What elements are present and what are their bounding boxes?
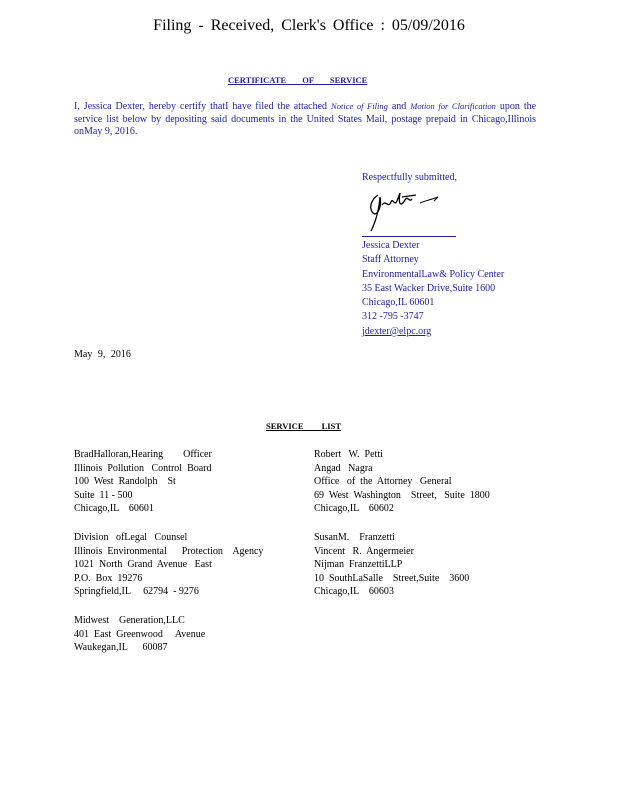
certificate-body	[74, 100, 536, 139]
address-line: BradHalloran,Hearing Officer	[74, 449, 212, 460]
address-line: Suite 11 - 500	[74, 489, 133, 501]
handwritten-signature	[364, 183, 454, 233]
address-line: SusanM. Franzetti	[314, 532, 395, 543]
document-date: May 9, 2016	[74, 349, 131, 360]
signer-city: Chicago,IL 60601	[362, 297, 435, 309]
address-line: Chicago,IL 60601	[74, 503, 154, 515]
address-line: Vincent R. Angermeier	[314, 545, 414, 557]
service-list-title: SERVICE LIST	[266, 421, 341, 431]
address-line: Waukegan,IL 60087	[74, 642, 168, 654]
service-address-nijman-franzetti	[314, 531, 469, 599]
signature-line	[362, 236, 456, 237]
address-line: Nijman FranzettiLLP	[314, 559, 403, 571]
certificate-body-part1: I, Jessica Dexter, hereby certify thatI have filed the attached	[74, 101, 328, 112]
closing-text: Respectfully submitted,	[362, 172, 457, 183]
signer-street: 35 East Wacker Drive,Suite 1600	[362, 282, 496, 294]
service-address-hearing-officer	[74, 448, 212, 516]
address-line: Chicago,IL 60602	[314, 503, 394, 515]
filing-stamp-header: Filing - Received, Clerk's Office : 05/09/2016	[153, 17, 465, 34]
address-line: 1021 North Grand Avenue East	[74, 559, 212, 571]
service-address-illinois-epa	[74, 531, 263, 599]
signer-name: Jessica Dexter	[362, 240, 420, 251]
address-line: 69 West Washington Street, Suite 1800	[314, 489, 490, 501]
address-line: Midwest Generation,LLC	[74, 615, 185, 626]
address-line: P.O. Box 19276	[74, 572, 143, 584]
and-word: and	[391, 101, 407, 112]
motion-for-clarification-text: Motion for Clarification	[410, 101, 496, 111]
address-line: 401 East Greenwood Avenue	[74, 628, 206, 640]
address-line: Chicago,IL 60603	[314, 586, 394, 598]
address-line: Illinois Pollution Control Board	[74, 462, 212, 474]
address-line: 10 SouthLaSalle Street,Suite 3600	[314, 572, 470, 584]
certificate-title: CERTIFICATE OF SERVICE	[228, 75, 368, 85]
address-line: Illinois Environmental Protection Agency	[74, 545, 264, 557]
signer-email-link[interactable]: jdexter@elpc.org	[362, 325, 432, 337]
certificate-body-part2: upon the service list below by depositing said documents in the United States Mail, postage prepaid in Chicago,Illinois onMay 9, 2016.	[74, 101, 537, 137]
address-line: Springfield,IL 62794 - 9276	[74, 586, 199, 598]
signer-title: Staff Attorney	[362, 254, 419, 266]
notice-of-filing-text: Notice of Filing	[331, 101, 388, 111]
address-line: Division ofLegal Counsel	[74, 532, 188, 543]
signer-organization: EnvironmentalLaw& Policy Center	[362, 268, 505, 280]
service-address-attorney-general	[314, 448, 490, 516]
address-line: Angad Nagra	[314, 462, 373, 474]
signer-phone: 312 -795 -3747	[362, 311, 424, 323]
address-line: 100 West Randolph St	[74, 476, 176, 488]
signer-contact-block	[362, 239, 504, 339]
address-line: Office of the Attorney General	[314, 476, 452, 488]
address-line: Robert W. Petti	[314, 449, 383, 460]
service-address-midwest-generation	[74, 614, 205, 655]
